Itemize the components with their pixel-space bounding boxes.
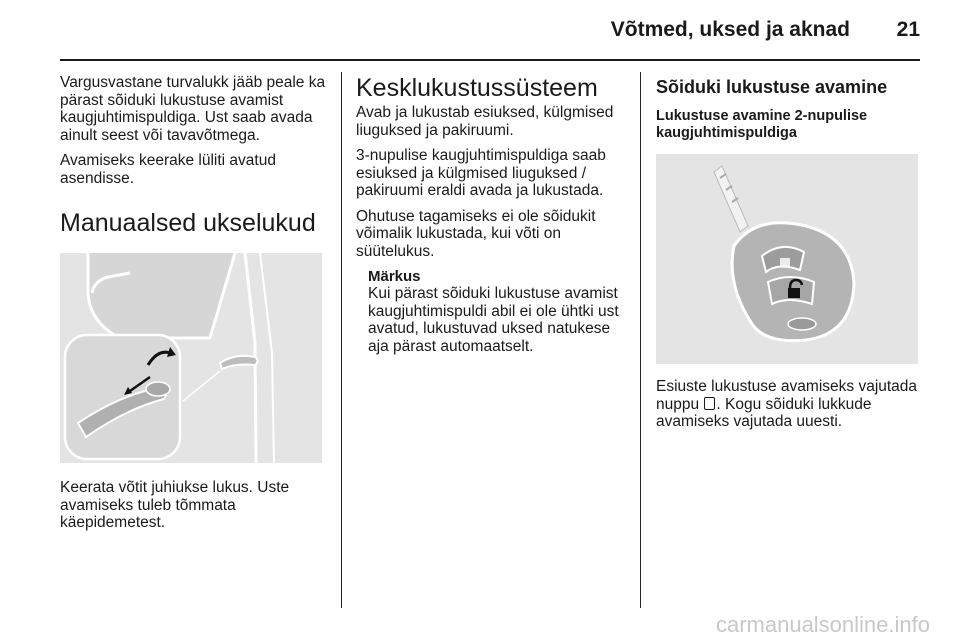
caption-after: . Kogu sõiduki lukkude avamiseks vajutada uuesti. — [656, 395, 872, 430]
header-rule — [60, 59, 920, 61]
caption-door-lock: Keerata võtit juhiukse lukus. Uste avamiseks tuleb tõmmata käepidemetest. — [60, 479, 290, 531]
heading-central-locking: Kesklukustussüsteem — [356, 74, 598, 102]
door-lock-illustration — [60, 253, 322, 463]
heading-manual-locks: Manuaalsed ukselukud — [60, 209, 316, 237]
column-3 — [656, 74, 924, 439]
unlock-icon — [704, 397, 715, 410]
subheading-2-button-remote: Lukustuse avamine 2-nupulise kaugjuhtimispuldiga — [656, 108, 868, 141]
caption-remote-unlock — [656, 378, 924, 431]
heading-unlocking: Sõiduki lukustuse avamine — [656, 77, 888, 97]
note-text: Kui pärast sõiduki lukustuse avamist kaugjuhtimispuldi abil ei ole ühtki ust avatud, lukustuvad uksed natukese aja pärast automaatselt. — [368, 285, 619, 355]
paragraph-3-button-remote: 3-nupulise kaugjuhtimispuldiga saab esiuksed ja külgmised liuguksed / pakiruumi eraldi avada ja lukustada. — [356, 147, 606, 199]
paragraph-open-switch: Avamiseks keerake lüliti avatud asendisse. — [60, 152, 276, 187]
paragraph-safety: Ohutuse tagamiseks ei ole sõidukit võimalik lukustada, kui võti on süütelukus. — [356, 207, 596, 260]
column-divider-1 — [341, 72, 342, 608]
column-1 — [60, 74, 328, 540]
page-number: 21 — [896, 18, 920, 41]
note-title: Märkus — [368, 268, 421, 285]
paragraph-central-locking: Avab ja lukustab esiuksed, külgmised liuguksed ja pakiruumi. — [356, 104, 614, 139]
page-header-title: Võtmed, uksed ja aknad — [610, 18, 850, 41]
column-2 — [356, 74, 628, 363]
column-divider-2 — [640, 72, 641, 608]
remote-key-illustration — [656, 154, 918, 364]
watermark: carmanualsonline.info — [715, 612, 930, 637]
caption-before: Esiuste lukustuse avamiseks vajutada nuppu — [656, 378, 918, 413]
paragraph-antitheft: Vargusvastane turvalukk jääb peale ka pärast sõiduki lukustuse avamist kaugjuhtimispuldiga. Ust saab avada ainult seest või tavavõtmega. — [60, 74, 326, 144]
note-box — [368, 268, 628, 355]
